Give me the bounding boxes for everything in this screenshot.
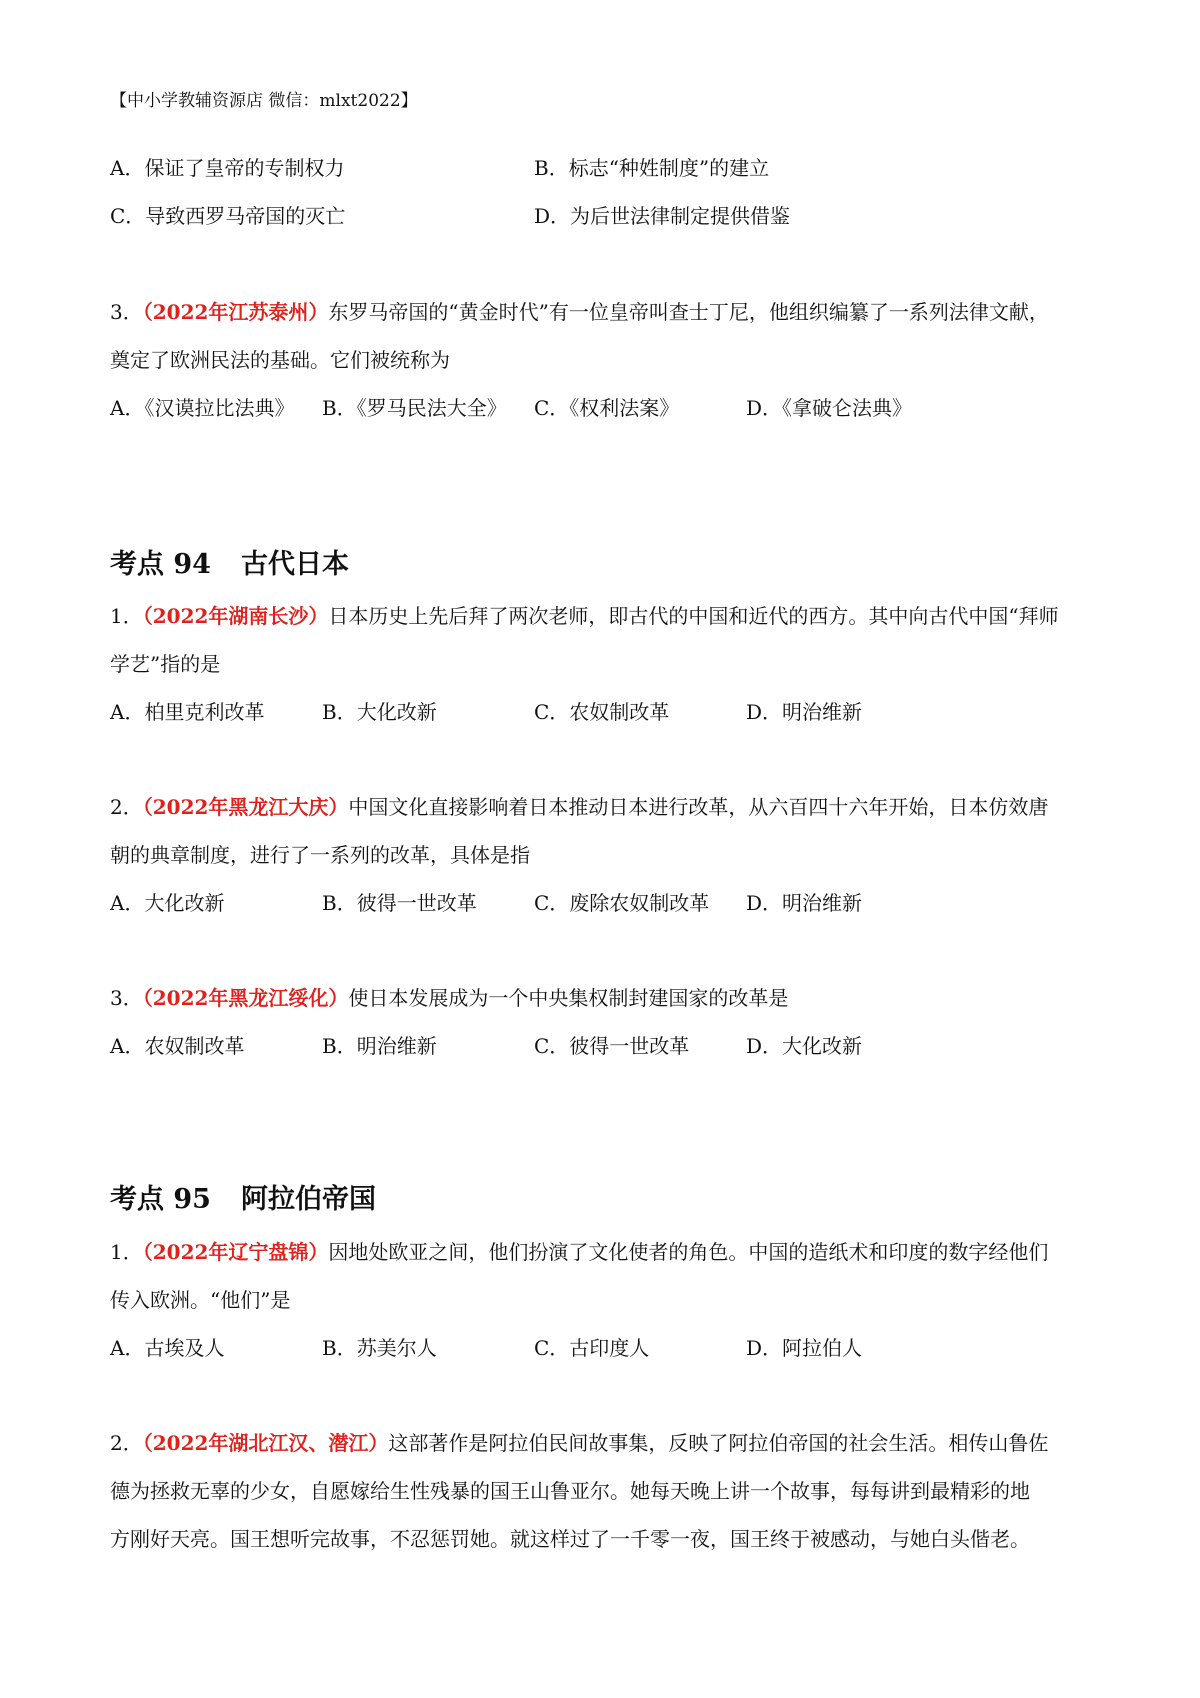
question-stem: 中国文化直接影响着日本推动日本进行改革，从六百四十六年开始，日本仿效唐 [348, 795, 1049, 819]
question-text [110, 982, 788, 1011]
question-stem: 使日本发展成为一个中央集权制封建国家的改革是 [348, 986, 789, 1010]
question-stem: 日本历史上先后拜了两次老师，即古代的中国和近代的西方。其中向古代中国“拜师 [328, 604, 1059, 628]
option-d: D．为后世法律制定提供借鉴 [534, 204, 791, 228]
option-c: C．彼得一世改革 [534, 1034, 690, 1058]
section-topic: 阿拉伯帝国 [240, 1184, 376, 1215]
option-c: C．《权利法案》 [534, 396, 680, 420]
section-label: 考点 94 [110, 549, 211, 580]
options-row [110, 1030, 1070, 1060]
question-number: 3． [110, 300, 143, 324]
option-d: D．明治维新 [746, 891, 863, 915]
question-stem: 东罗马帝国的“黄金时代”有一位皇帝叫查士丁尼，他组织编纂了一系列法律文献， [328, 300, 1049, 324]
option-a: A．古埃及人 [110, 1336, 225, 1360]
question-text-continued: 德为拯救无辜的少女，自愿嫁给生性残暴的国王山鲁亚尔。她每天晚上讲一个故事，每每讲到最精彩的地 [110, 1479, 1030, 1503]
option-a: A．柏里克利改革 [110, 700, 265, 724]
option-b: B．苏美尔人 [322, 1336, 437, 1360]
question-stem: 这部著作是阿拉伯民间故事集，反映了阿拉伯帝国的社会生活。相传山鲁佐 [388, 1431, 1049, 1455]
option-b: B．《罗马民法大全》 [322, 396, 507, 420]
question-stem: 因地处欧亚之间，他们扮演了文化使者的角色。中国的造纸术和印度的数字经他们 [328, 1240, 1049, 1264]
question-text [110, 600, 1059, 629]
option-d: D．《拿破仑法典》 [746, 396, 913, 420]
question-text [110, 1236, 1048, 1265]
question-number: 1． [110, 604, 143, 628]
question-text-continued: 学艺”指的是 [110, 652, 221, 676]
option-c: C．农奴制改革 [534, 700, 670, 724]
option-b: B．明治维新 [322, 1034, 437, 1058]
question-text-continued: 方刚好天亮。国王想听完故事，不忍惩罚她。就这样过了一千零一夜，国王终于被感动，与她白头偕老。 [110, 1527, 1030, 1551]
question-source: （2022年湖南长沙） [142, 604, 329, 628]
section-title [110, 1177, 376, 1216]
question-number: 2． [110, 795, 143, 819]
options-row [110, 152, 1070, 182]
question-number: 2． [110, 1431, 143, 1455]
question-text-continued: 朝的典章制度，进行了一系列的改革，具体是指 [110, 843, 530, 867]
option-d: D．大化改新 [746, 1034, 863, 1058]
question-source: （2022年黑龙江大庆） [142, 795, 349, 819]
question-source: （2022年江苏泰州） [142, 300, 329, 324]
option-d: D．明治维新 [746, 700, 863, 724]
option-b: B．标志“种姓制度”的建立 [534, 156, 770, 180]
question-source: （2022年湖北江汉、潜江） [142, 1431, 389, 1455]
options-row [110, 696, 1070, 726]
option-a: A．大化改新 [110, 891, 225, 915]
option-c: C．废除农奴制改革 [534, 891, 710, 915]
question-source: （2022年黑龙江绥化） [142, 986, 349, 1010]
question-text [110, 296, 1049, 325]
section-title [110, 542, 349, 581]
question-source: （2022年辽宁盘锦） [142, 1240, 329, 1264]
section-label: 考点 95 [110, 1184, 211, 1215]
option-d: D．阿拉伯人 [746, 1336, 863, 1360]
options-row [110, 392, 1070, 422]
question-text-continued: 传入欧洲。“他们”是 [110, 1288, 291, 1312]
options-row [110, 887, 1070, 917]
option-a: A．保证了皇帝的专制权力 [110, 156, 345, 180]
question-text-continued: 奠定了欧洲民法的基础。它们被统称为 [110, 348, 450, 372]
options-row [110, 1332, 1070, 1362]
option-a: A．《汉谟拉比法典》 [110, 396, 295, 420]
page-header: 【中小学教辅资源店 微信：mlxt2022】 [110, 91, 418, 111]
option-c: C．古印度人 [534, 1336, 650, 1360]
option-b: B．彼得一世改革 [322, 891, 477, 915]
question-number: 1． [110, 1240, 143, 1264]
option-a: A．农奴制改革 [110, 1034, 245, 1058]
question-text [110, 791, 1048, 820]
options-row [110, 200, 1070, 230]
section-topic: 古代日本 [240, 549, 349, 580]
option-c: C．导致西罗马帝国的灭亡 [110, 204, 346, 228]
question-number: 3． [110, 986, 143, 1010]
question-text [110, 1427, 1048, 1456]
option-b: B．大化改新 [322, 700, 437, 724]
